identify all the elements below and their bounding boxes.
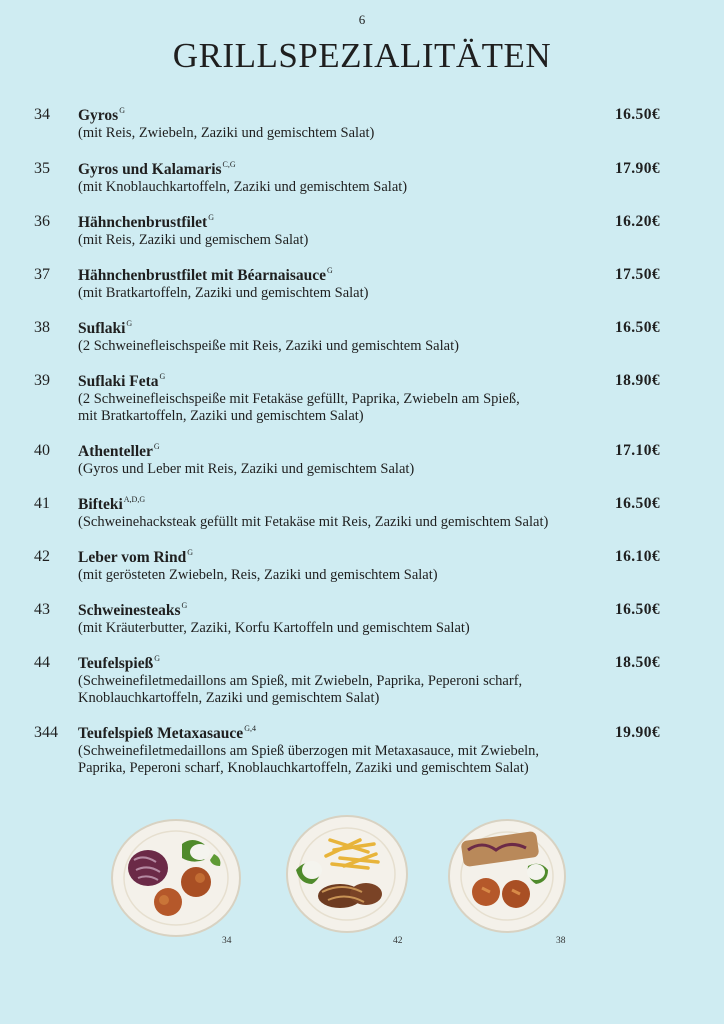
item-name: Gyros$^G$ — [78, 106, 125, 124]
item-name: Athenteller$^G$ — [78, 442, 160, 460]
item-name: Schweinesteaks$^G$ — [78, 601, 188, 619]
item-price: 18.50€ — [614, 654, 660, 671]
allergen-codes: G — [154, 654, 161, 663]
allergen-codes: A,D,G — [123, 495, 146, 504]
item-name: Suflaki$^G$ — [78, 319, 133, 337]
allergen-codes: G — [187, 548, 194, 557]
description-line: (Schweinefiletmedaillons am Spieß überzogen mit Metaxasauce, mit Zwiebeln, — [78, 743, 540, 759]
plate-suflaki-photo — [444, 814, 570, 938]
item-price: 16.20€ — [614, 213, 660, 230]
item-price: 16.50€ — [614, 601, 660, 618]
item-price: 19.90€ — [614, 724, 660, 741]
allergen-codes: G — [159, 372, 166, 381]
item-description — [78, 743, 578, 777]
allergen-codes: G — [208, 213, 214, 222]
photo-caption: 38 — [556, 936, 566, 946]
item-name: Teufelspieß Metaxasauce$^{G,4}$ — [78, 724, 256, 742]
description-line: Knoblauchkartoffeln, Zaziki und gemischtem Salat) — [78, 690, 380, 706]
item-name: Suflaki Feta$^G$ — [78, 372, 166, 390]
item-description: (mit Reis, Zwiebeln, Zaziki und gemischtem Salat) — [78, 125, 375, 141]
photo-caption: 34 — [222, 936, 232, 946]
plate-liver-fries-photo — [282, 810, 412, 938]
allergen-codes: G — [119, 106, 125, 115]
item-description: (mit Reis, Zaziki und gemischem Salat) — [78, 232, 309, 248]
allergen-codes: C,G — [222, 160, 236, 169]
item-price: 16.10€ — [614, 548, 660, 565]
item-price: 17.50€ — [614, 266, 660, 283]
allergen-codes: G — [153, 442, 160, 451]
item-name: Hähnchenbrustfilet$^G$ — [78, 213, 214, 231]
allergen-codes: G,4 — [244, 724, 256, 733]
item-number: 44 — [34, 654, 50, 671]
item-name: Hähnchenbrustfilet mit Béarnaisauce$^G$ — [78, 266, 333, 284]
item-name: Gyros und Kalamaris$^{C,G}$ — [78, 160, 236, 178]
allergen-codes: G — [327, 266, 333, 275]
item-description — [78, 391, 578, 425]
description-line: (Schweinefiletmedaillons am Spieß, mit Zwiebeln, Paprika, Peperoni scharf, — [78, 673, 523, 689]
item-price: 16.50€ — [614, 106, 660, 123]
item-price: 16.50€ — [614, 319, 660, 336]
item-price: 17.90€ — [614, 160, 660, 177]
item-number: 36 — [34, 213, 50, 230]
description-line: (2 Schweinefleischspeiße mit Fetakäse gefüllt, Paprika, Zwiebeln am Spieß, — [78, 391, 520, 407]
item-number: 37 — [34, 266, 50, 283]
item-number: 43 — [34, 601, 50, 618]
description-line: Paprika, Peperoni scharf, Knoblauchkartoffeln, Zaziki und gemischtem Salat) — [78, 760, 529, 776]
item-name: Leber vom Rind$^G$ — [78, 548, 194, 566]
item-description: (Gyros und Leber mit Reis, Zaziki und gemischtem Salat) — [78, 461, 415, 477]
item-number: 38 — [34, 319, 50, 336]
item-description: (mit Bratkartoffeln, Zaziki und gemischtem Salat) — [78, 285, 369, 301]
item-number: 344 — [34, 724, 58, 741]
item-name: Teufelspieß$^G$ — [78, 654, 161, 672]
item-description: (mit Kräuterbutter, Zaziki, Korfu Kartoffeln und gemischtem Salat) — [78, 620, 470, 636]
item-description — [78, 673, 578, 707]
item-number: 39 — [34, 372, 50, 389]
page-title: GRILLSPEZIALITÄTEN — [172, 36, 552, 75]
item-description: (2 Schweinefleischspeiße mit Reis, Zaziki und gemischtem Salat) — [78, 338, 459, 354]
photo-caption: 42 — [393, 936, 403, 946]
item-price: 16.50€ — [614, 495, 660, 512]
page-number: 6 — [358, 12, 366, 27]
item-description: (Schweinehacksteak gefüllt mit Fetakäse mit Reis, Zaziki und gemischtem Salat) — [78, 514, 549, 530]
item-name: Bifteki$^{A,D,G}$ — [78, 495, 146, 513]
item-number: 34 — [34, 106, 50, 123]
item-number: 35 — [34, 160, 50, 177]
plate-gyros-photo — [104, 810, 248, 942]
item-description: (mit gerösteten Zwiebeln, Reis, Zaziki und gemischtem Salat) — [78, 567, 438, 583]
item-price: 18.90€ — [614, 372, 660, 389]
item-number: 40 — [34, 442, 50, 459]
item-price: 17.10€ — [614, 442, 660, 459]
item-number: 42 — [34, 548, 50, 565]
allergen-codes: G — [181, 601, 188, 610]
description-line: mit Bratkartoffeln, Zaziki und gemischtem Salat) — [78, 408, 364, 424]
item-description: (mit Knoblauchkartoffeln, Zaziki und gemischtem Salat) — [78, 179, 408, 195]
allergen-codes: G — [126, 319, 133, 328]
item-number: 41 — [34, 495, 50, 512]
